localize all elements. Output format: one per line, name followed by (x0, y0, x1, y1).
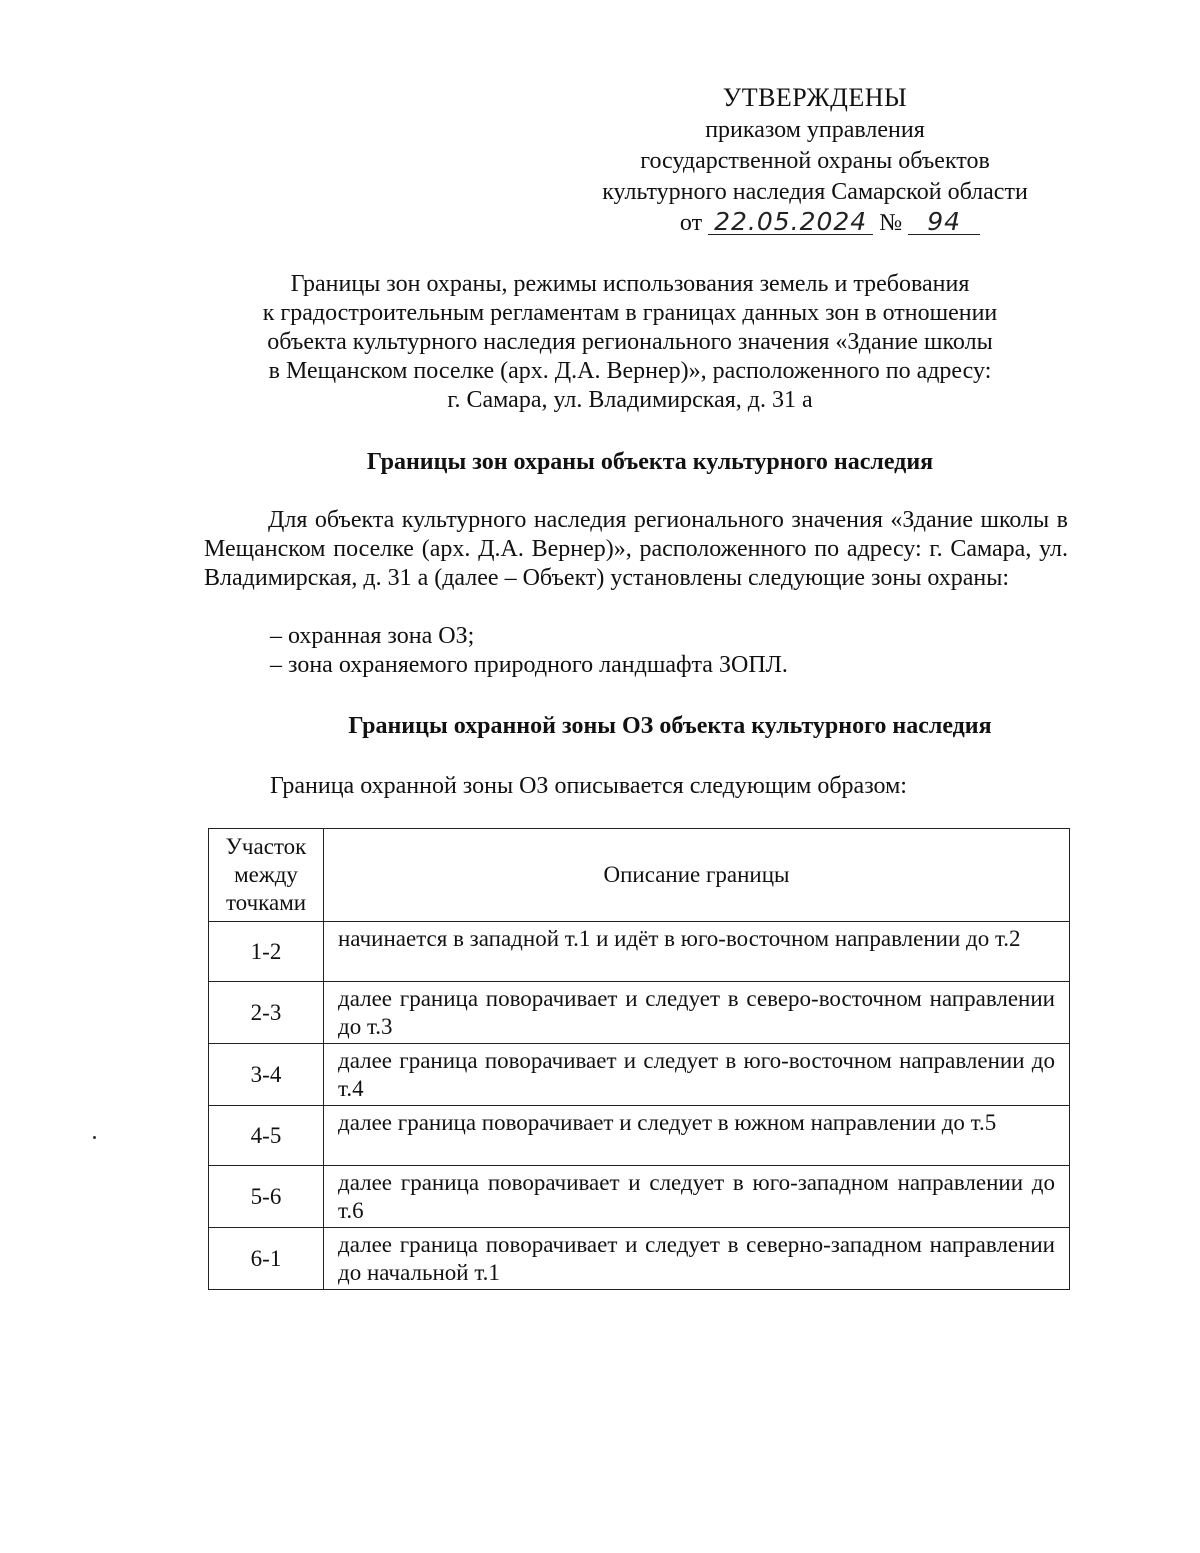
row-segment: 2-3 (209, 982, 324, 1044)
row-description: далее граница поворачивает и следует в южном направлении до т.5 (324, 1106, 1070, 1166)
row-segment: 6-1 (209, 1228, 324, 1290)
date-prefix: от (679, 210, 703, 236)
table-row (209, 982, 1070, 1044)
header-description: Описание границы (324, 829, 1070, 922)
header-segment: Участок между точками (209, 829, 324, 922)
table-row (209, 1044, 1070, 1106)
oz-intro-text: Граница охранной зоны ОЗ описывается следующим образом: (270, 773, 907, 799)
table-header-row (209, 829, 1070, 922)
table-row (209, 1166, 1070, 1228)
table-row (209, 922, 1070, 982)
approval-line-3: культурного наследия Самарской области (602, 179, 1028, 205)
row-description: далее граница поворачивает и следует в юго-западном направлении до т.6 (324, 1166, 1070, 1228)
number-prefix: № (879, 210, 903, 236)
row-segment: 5-6 (209, 1166, 324, 1228)
approval-line-1: приказом управления (705, 117, 925, 143)
section-2-title: Границы охранной зоны ОЗ объекта культурного наследия (348, 713, 992, 739)
approval-date-line (590, 208, 1070, 239)
handwritten-date: 22.05.2024 (708, 210, 873, 235)
table-row (209, 1228, 1070, 1290)
row-segment: 1-2 (209, 922, 324, 982)
document-heading (230, 270, 1030, 415)
heading-line-4: в Мещанском поселке (арх. Д.А. Вернер)», расположенного по адресу: (268, 358, 992, 384)
zone-item-zopl: – зона охраняемого природного ландшафта ЗОПЛ. (270, 652, 788, 678)
heading-line-1: Границы зон охраны, режимы использования земель и требования (290, 271, 970, 297)
approval-block (560, 82, 1070, 239)
row-segment: 4-5 (209, 1106, 324, 1166)
handwritten-number: 94 (908, 210, 980, 235)
heading-line-3: объекта культурного наследия регионального значения «Здание школы (267, 329, 993, 355)
approval-line-2: государственной охраны объектов (640, 148, 990, 174)
row-description: далее граница поворачивает и следует в северно-западном направлении до начальной т.1 (324, 1228, 1070, 1290)
row-description: начинается в западной т.1 и идёт в юго-восточном направлении до т.2 (324, 922, 1070, 982)
heading-line-2: к градостроительным регламентам в границах данных зон в отношении (262, 300, 998, 326)
approval-title: УТВЕРЖДЕНЫ (722, 83, 908, 112)
heading-line-5: г. Самара, ул. Владимирская, д. 31 а (447, 387, 813, 413)
row-description: далее граница поворачивает и следует в юго-восточном направлении до т.4 (324, 1044, 1070, 1106)
row-description: далее граница поворачивает и следует в северо-восточном направлении до т.3 (324, 982, 1070, 1044)
zone-item-oz: – охранная зона ОЗ; (270, 623, 475, 649)
table-row (209, 1106, 1070, 1166)
section-1-title: Границы зон охраны объекта культурного наследия (366, 449, 934, 475)
scan-speck (93, 1136, 96, 1139)
row-segment: 3-4 (209, 1044, 324, 1106)
boundary-table (208, 828, 1070, 1290)
zones-paragraph: Для объекта культурного наследия регионального значения «Здание школы в Мещанском поселке (арх. Д.А. Вернер)», расположенного по адресу: г. Самара, ул. Владимирская, д. 31 а (далее – Объект) установлены следующие зоны охраны: (204, 507, 1068, 591)
